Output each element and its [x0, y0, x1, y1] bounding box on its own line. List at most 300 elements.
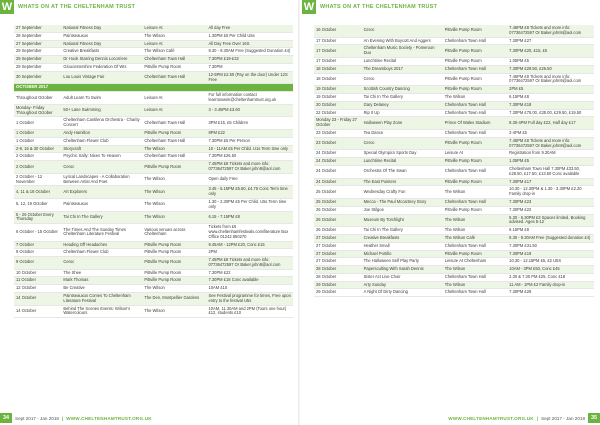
right-header-title: WHATS ON AT THE CHELTENHAM TRUST	[320, 4, 438, 10]
event-event: Sister Act Live Choir	[362, 273, 443, 281]
event-event: Ceroc	[61, 161, 142, 174]
event-date: 5 - 26 October Every Thursday	[14, 211, 61, 224]
event-date: 22 October	[314, 109, 362, 117]
event-venue: Cheltenham Town Hall	[142, 71, 206, 84]
event-info: 7.30PM	[206, 63, 293, 71]
event-info: 7.45PM £8 Tickets and more info: 07736472597 Or Baker.john9@aol.com	[206, 161, 293, 174]
event-row	[14, 145, 293, 153]
event-date: 28 September	[14, 32, 61, 40]
event-date: 19 October	[314, 86, 362, 94]
section-title: OCTOBER 2017	[14, 84, 293, 92]
event-row	[314, 186, 594, 199]
event-event: Museum By Torchlight	[362, 214, 443, 227]
event-info: 8PM £22	[206, 129, 293, 137]
event-row	[314, 57, 594, 65]
event-event: The Shee	[61, 269, 142, 277]
event-venue: Pittville Pump Room	[142, 257, 206, 270]
event-info: 7.45PM £8 Tickets and more info: 07736472597 Or Baker.john9@aol.com	[507, 73, 594, 86]
event-venue: The Wilson	[142, 186, 206, 199]
event-date: 2 October	[14, 161, 61, 174]
event-row	[314, 129, 594, 137]
event-event: Psychic Sally: Nixes To Heaven	[61, 153, 142, 161]
event-venue: Pittville Pump Room	[142, 277, 206, 285]
left-footer-url[interactable]: WWW.CHELTENHAMTRUST.ORG.UK	[66, 415, 152, 421]
event-row	[14, 305, 293, 318]
event-row	[314, 158, 594, 166]
event-date: 12 October	[14, 285, 61, 293]
event-date: 1 October	[14, 137, 61, 145]
event-venue: Leisure At	[443, 150, 507, 158]
event-venue: The Wilson	[142, 285, 206, 293]
event-event: Lunchtime Recital	[362, 57, 443, 65]
event-venue: Pittville Pump Room	[443, 250, 507, 258]
event-date: 30 September	[14, 71, 61, 84]
event-event: The Dreamboys 2017	[362, 65, 443, 73]
event-date: 27 September	[14, 25, 61, 32]
event-row	[314, 109, 594, 117]
event-row	[14, 104, 293, 117]
event-row	[314, 250, 594, 258]
event-event: Tai Chi In The Gallery	[362, 93, 443, 101]
event-event: Special Olympics Sports Day	[362, 150, 443, 158]
event-row	[314, 25, 594, 37]
event-venue: Leisure At	[142, 104, 206, 117]
event-info: 8.30 - 9.30AM Free (Suggested donation £4)	[507, 234, 594, 242]
event-date: 11 October	[14, 277, 61, 285]
event-info: 7.30PM £18	[507, 101, 594, 109]
event-event: Behind The Scenes Events: Wilson's Watercolours	[61, 305, 142, 318]
event-row	[14, 285, 293, 293]
event-venue: Cheltenham Town Hall	[443, 65, 507, 73]
event-event: Cheltenham Flower Club	[61, 249, 142, 257]
event-info: See Festival programme for times, Free upon entry to the festival U5s	[206, 293, 293, 306]
event-venue: Pittville Pump Room	[443, 137, 507, 150]
event-event: Adult Learn To Swim	[61, 92, 142, 105]
event-event: Heather Small	[362, 242, 443, 250]
event-event: Lou Louis Vintage Fair	[61, 71, 142, 84]
event-venue: The Wilson	[443, 227, 507, 235]
event-event: The Times And The Sunday Times Cheltenham Literature Festival	[61, 224, 142, 241]
event-venue: Cheltenham Town Hall	[142, 153, 206, 161]
event-venue: Cheltenham Town Hall	[443, 273, 507, 281]
event-event: Ceroc	[362, 73, 443, 86]
event-date: 7 October	[14, 241, 61, 249]
event-venue: Cheltenham Town Hall	[443, 129, 507, 137]
event-info: 7.30PM £28	[507, 289, 594, 297]
event-row	[314, 165, 594, 178]
event-venue: The Wilson	[142, 32, 206, 40]
event-date: 23 October	[314, 129, 362, 137]
event-info: 1.30 - 2.30PM £5 Per Child. U5s Term time only	[206, 198, 293, 211]
event-row	[14, 241, 293, 249]
event-info: Tickets from £6 www.cheltenhamfestivals.com/literature Box Office 01242 850270	[206, 224, 293, 241]
event-date: 18 October	[314, 65, 362, 73]
event-info: 10.30 - 12.30PM & 1.30 - 3.30PM £2.20 Family drop-in	[507, 186, 594, 199]
event-venue: Pittville Pump Room	[443, 86, 507, 94]
event-info: 7.30PM £23	[507, 198, 594, 206]
event-venue: Pittville Pump Room	[142, 241, 206, 249]
event-date: 29 September	[14, 63, 61, 71]
trust-logo: W	[1, 1, 13, 13]
event-date: 9 October	[14, 257, 61, 270]
event-row	[14, 211, 293, 224]
event-info: 3 - 3.45PM £3.60	[206, 104, 293, 117]
event-date: 28 October	[314, 273, 362, 281]
event-venue: The Wilson	[142, 211, 206, 224]
event-info: 7.30PM £27	[507, 37, 594, 45]
event-info: 5.30 - 6.30PM £3 Spaces limited, Booking advised. Ages 5-12	[507, 214, 594, 227]
event-venue: Pittville Pump Room	[443, 178, 507, 186]
event-date: 26 October	[314, 227, 362, 235]
event-row	[14, 293, 293, 306]
left-header-title: WHATS ON AT THE CHELTENHAM TRUST	[18, 4, 136, 10]
event-event: Wednesday Crafty Fun	[362, 186, 443, 199]
event-row	[314, 242, 594, 250]
event-event: Lyrical Landscapes - A Collaboration Between Artist And Poet	[61, 173, 142, 186]
event-row	[314, 37, 594, 45]
left-events-table	[14, 25, 293, 318]
event-venue: Pittville Pump Room	[142, 249, 206, 257]
event-info: 7.30PM £17	[507, 178, 594, 186]
event-row	[314, 73, 594, 86]
event-info: 10.30 - 12.15PM £5, £2 U5S	[507, 258, 594, 266]
event-date: Throughout October	[14, 92, 61, 105]
event-venue: The Wilson Café	[142, 48, 206, 56]
event-venue: The Wilson	[443, 186, 507, 199]
event-date: 18 October	[314, 73, 362, 86]
event-date: Monday- Friday Throughout October	[14, 104, 61, 117]
right-page-number: 35	[588, 413, 600, 423]
event-event: Be Creative	[61, 285, 142, 293]
left-page-number: 34	[0, 413, 12, 423]
event-date: 20 October	[314, 101, 362, 109]
event-row	[14, 137, 293, 145]
event-date: 9 October	[14, 249, 61, 257]
event-event: 50+ Lane Swimming	[61, 104, 142, 117]
event-date: 6 October - 15 October	[14, 224, 61, 241]
event-date: 29 September	[14, 56, 61, 64]
right-footer	[445, 413, 600, 423]
event-row	[14, 153, 293, 161]
event-info: 1.05PM £5	[507, 57, 594, 65]
event-row	[14, 92, 293, 105]
event-date: 2 October	[14, 153, 61, 161]
event-venue: Cheltenham Town Hall	[443, 101, 507, 109]
event-date: Monday 23 - Friday 27 October	[314, 117, 362, 130]
event-row	[14, 224, 293, 241]
event-row	[314, 214, 594, 227]
event-row	[14, 32, 293, 40]
event-row	[314, 150, 594, 158]
event-date: 1 October	[14, 117, 61, 130]
event-venue: The Wilson Café	[443, 234, 507, 242]
event-date: 26 October	[314, 206, 362, 214]
event-row	[314, 178, 594, 186]
event-venue: Pittville Pump Room	[443, 45, 507, 58]
event-venue: Pittville Pump Room	[443, 25, 507, 37]
event-venue: Pittville Pump Room	[443, 158, 507, 166]
event-info: 7.30PM £31.50	[507, 242, 594, 250]
event-info: 10AM - 3PM £50, Conc £45	[507, 266, 594, 274]
event-row	[314, 273, 594, 281]
event-row	[14, 249, 293, 257]
right-events-table	[314, 25, 594, 297]
event-date: 1 October	[14, 129, 61, 137]
event-info: 7.30PM £5 Per Person	[206, 137, 293, 145]
event-venue: Pittville Pump Room	[142, 129, 206, 137]
month-section-header	[14, 84, 293, 92]
event-event: Cheltenham Cantilena Orchestra - Charity Concert	[61, 117, 142, 130]
event-info: For full information contact learntoswim@cheltenhamtrust.org.uk	[206, 92, 293, 105]
event-event: Andy Hamilton	[61, 129, 142, 137]
event-row	[14, 117, 293, 130]
event-row	[14, 269, 293, 277]
event-row	[314, 86, 594, 94]
event-date: 25 October	[314, 186, 362, 199]
event-info: 3PM £15, £5 Children	[206, 117, 293, 130]
event-event: Cheltenham Music Society - Pomeroon Duo	[362, 45, 443, 58]
event-row	[314, 45, 594, 58]
event-date: 27 September	[14, 40, 61, 48]
event-row	[14, 40, 293, 48]
event-row	[314, 289, 594, 297]
event-date: 4, 11 & 18 October	[14, 186, 61, 199]
event-venue: Cheltenham Town Hall	[142, 137, 206, 145]
event-row	[314, 198, 594, 206]
event-date: 5, 12, 19 October	[14, 198, 61, 211]
event-event: National Fitness Day	[61, 40, 142, 48]
event-event: Paintseauxus	[61, 32, 142, 40]
event-row	[314, 227, 594, 235]
event-info: 1.30PM £5 Per Child U5s	[206, 32, 293, 40]
event-event: Papersculting With Sarah Dennis	[362, 266, 443, 274]
event-info: 1.05PM £5	[507, 158, 594, 166]
event-venue: Leisure At	[142, 40, 206, 48]
event-date: 23 October	[314, 137, 362, 150]
event-date: 27 October	[314, 250, 362, 258]
event-date: 28 October	[314, 266, 362, 274]
event-info: 10AM, 11.30AM and 2PM (Tours one hour) £12, students £10	[206, 305, 293, 318]
event-venue: The Wilson	[142, 145, 206, 153]
event-row	[14, 161, 293, 174]
event-event: Heading Off Headaches	[61, 241, 142, 249]
event-info: 10 - 11AM £5 Per Child. U1s Term time only	[206, 145, 293, 153]
event-info: 7.30PM £22	[206, 269, 293, 277]
event-venue: Cheltenham Town Hall	[142, 56, 206, 64]
event-info: 7.30PM £29.50, £26.50	[507, 65, 594, 73]
event-date: 27 October	[314, 234, 362, 242]
event-event: National Fitness Day	[61, 25, 142, 32]
event-info: Registration from 9.30AM	[507, 150, 594, 158]
event-event: Ceroc	[61, 257, 142, 270]
event-venue: Various venues across Cheltenham	[142, 224, 206, 241]
event-venue: Pittville Pump Room	[443, 73, 507, 86]
event-date: 14 October	[14, 293, 61, 306]
event-event: Ceroc	[362, 137, 443, 150]
event-venue: Cheltenham Town Hall	[443, 198, 507, 206]
event-info: 2PM	[206, 249, 293, 257]
right-footer-separator: |	[536, 415, 539, 421]
event-date: 29 October	[314, 281, 362, 289]
event-date: 25 October	[314, 198, 362, 206]
event-row	[314, 281, 594, 289]
left-footer-date: Sept 2017 - Jan 2018	[15, 415, 59, 421]
event-event: Tea Dance	[362, 129, 443, 137]
right-footer-date: Sept 2017 - Jan 2018	[541, 415, 585, 421]
event-event: Gary Delaney	[362, 101, 443, 109]
event-info: 2-4PM £5	[507, 129, 594, 137]
event-event: An Evening With Boycott And Aggers	[362, 37, 443, 45]
event-date: 29 October	[314, 289, 362, 297]
right-footer-url[interactable]: WWW.CHELTENHAMTRUST.ORG.UK	[448, 415, 534, 421]
event-event: Paintseauxus	[61, 198, 142, 211]
event-info: 6.15PM £8	[507, 93, 594, 101]
event-event: Art Explorers	[61, 186, 142, 199]
event-info: 7.45PM £8 Tickets and more info: 07736472597 Or Baker.john9@aol.com	[507, 137, 594, 150]
event-info: All day Free	[206, 25, 293, 32]
event-row	[314, 137, 594, 150]
event-date: 17 October	[314, 37, 362, 45]
event-venue: Pittville Pump Room	[142, 63, 206, 71]
event-event: Orchestra Of The Swan	[362, 165, 443, 178]
event-venue: Cheltenham Town Hall	[443, 165, 507, 178]
right-page	[300, 0, 600, 425]
event-date: 27 October	[314, 242, 362, 250]
event-event: Rip It Up	[362, 109, 443, 117]
event-event: Tai Chi In The Gallery	[61, 211, 142, 224]
event-event: Storycraft	[61, 145, 142, 153]
event-row	[14, 56, 293, 64]
event-row	[314, 117, 594, 130]
event-info: All Day Free Over 16S	[206, 40, 293, 48]
event-date: 16 October	[314, 25, 362, 37]
event-info: 10AM £10	[206, 285, 293, 293]
event-event: Lunchtime Recital	[362, 158, 443, 166]
event-event: Dr Hook Starring Dennis Locorriere	[61, 56, 142, 64]
event-row	[14, 129, 293, 137]
event-info: 11 AM - 1PM £2 Family drop-in	[507, 281, 594, 289]
event-event: Creative Breakfasts	[61, 48, 142, 56]
event-info: 7.30PM £18 Conc available	[206, 277, 293, 285]
event-event: Cheltenham Flower Club	[61, 137, 142, 145]
event-date: 17 October	[314, 45, 362, 58]
event-event: A Night Of Dirty Dancing	[362, 289, 443, 297]
event-date: 24 October	[314, 150, 362, 158]
event-row	[14, 173, 293, 186]
event-info: 7.45PM £8 Tickets and more info: 07736472597 Or Baker.john9@aol.com	[206, 257, 293, 270]
event-info: 3.45 - 5.15PM £5.50, £4.75 Conc Term time only	[206, 186, 293, 199]
event-venue: Cheltenham Town Hall	[443, 109, 507, 117]
event-info: Open daily Free	[206, 173, 293, 186]
event-date: 10 October	[14, 269, 61, 277]
event-date: 29 September	[14, 48, 61, 56]
event-venue: Prince Of Wales Stadium	[443, 117, 507, 130]
event-event: Halloween Play Zone	[362, 117, 443, 130]
event-venue: Cheltenham Town Hall	[443, 242, 507, 250]
event-row	[14, 71, 293, 84]
event-event: Mecca - The Paul Mccartney Story	[362, 198, 443, 206]
event-venue: The Wilson	[443, 281, 507, 289]
event-date: 24 October	[314, 165, 362, 178]
event-row	[14, 198, 293, 211]
event-row	[314, 258, 594, 266]
event-venue: Cheltenham Town Hall	[443, 289, 507, 297]
event-info: 7.30PM £19-£32	[206, 56, 293, 64]
event-venue: Pittville Pump Room	[142, 161, 206, 174]
event-venue: Pittville Pump Room	[142, 269, 206, 277]
left-footer	[0, 413, 155, 423]
event-info: 12-5PM £2.50 (Pay on the door) Under 12S Free	[206, 71, 293, 84]
event-venue: The Wilson	[443, 266, 507, 274]
event-date: 26 October	[314, 214, 362, 227]
event-date: 17 October	[314, 57, 362, 65]
event-venue: Cheltenham Town Hall	[443, 37, 507, 45]
event-venue: Leisure At Cheltenham	[443, 258, 507, 266]
event-date: 24 October	[314, 158, 362, 166]
right-header	[302, 0, 437, 14]
event-info: 7.30PM £75.00, £35.00, £29.50, £19.50	[507, 109, 594, 117]
event-date: 2 October - 12 November	[14, 173, 61, 186]
event-venue: The Wilson	[142, 198, 206, 211]
event-venue: The Wilson	[443, 93, 507, 101]
event-date: 27 October	[314, 258, 362, 266]
event-event: Tai Chi In The Gallery	[362, 227, 443, 235]
left-header	[0, 0, 135, 14]
event-date: 24 October	[314, 178, 362, 186]
event-venue: The Wilson	[142, 173, 206, 186]
event-row	[314, 65, 594, 73]
event-row	[14, 186, 293, 199]
event-info: 7.30PM £20, £15, £5	[507, 45, 594, 58]
event-row	[14, 277, 293, 285]
event-event: Ceroc	[362, 25, 443, 37]
event-event: Gloucestershire Federation Of WIs	[61, 63, 142, 71]
event-event: Creative Breakfasts	[362, 234, 443, 242]
event-venue: Leisure At	[142, 92, 206, 105]
event-row	[314, 93, 594, 101]
event-date: 19 October	[314, 93, 362, 101]
event-info: 7.30PM £22	[507, 206, 594, 214]
event-row	[314, 101, 594, 109]
event-info: 8.30-4PM Full day £22, Half day £17	[507, 117, 594, 130]
event-event: Michael Portillo	[362, 250, 443, 258]
event-venue: Cheltenham Town Hall	[142, 117, 206, 130]
event-event: The Halloween Self Play Party	[362, 258, 443, 266]
event-row	[14, 25, 293, 32]
event-date: 14 October	[14, 305, 61, 318]
event-venue: The Wilson	[443, 214, 507, 227]
event-event: Mark Thomas	[61, 277, 142, 285]
event-venue: The Den, Montpellier Gardens	[142, 293, 206, 306]
event-row	[14, 257, 293, 270]
event-venue: Pittville Pump Room	[443, 206, 507, 214]
event-row	[314, 266, 594, 274]
event-row	[14, 48, 293, 56]
event-info: 7.30PM £26.50	[206, 153, 293, 161]
trust-logo: W	[303, 1, 315, 13]
event-info: 9.45AM - 12PM £20, Conc £15	[206, 241, 293, 249]
event-event: The East Pointers	[362, 178, 443, 186]
event-row	[314, 234, 594, 242]
event-info: 6.15 - 7.15PM £8	[206, 211, 293, 224]
event-event: Scottish Country Dancing	[362, 86, 443, 94]
event-row	[14, 63, 293, 71]
left-footer-separator: |	[61, 415, 64, 421]
event-info: 2.30 & 7.30 PM £25, Conc £18	[507, 273, 594, 281]
event-info: 8.30 - 9.30AM Free (Suggested Donation £4)	[206, 48, 293, 56]
event-info: Cheltenham Town Hall 7.30PM £33.50, £28.50, £17.50, £13.50 Conc available	[507, 165, 594, 178]
event-event: Arty Sunday	[362, 281, 443, 289]
